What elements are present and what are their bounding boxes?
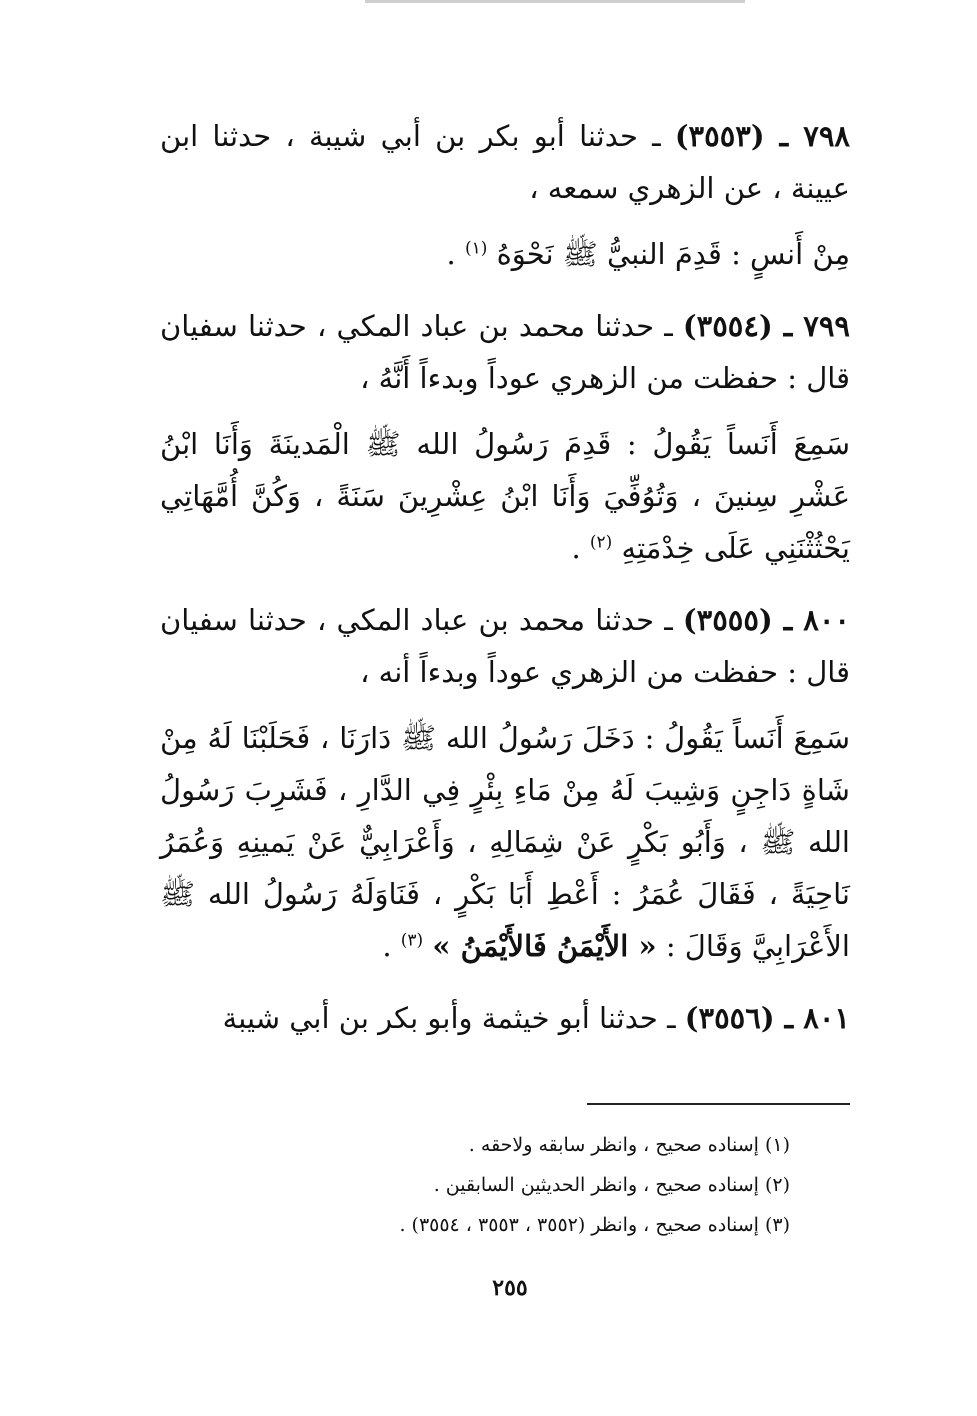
footnote-divider — [587, 1103, 850, 1105]
matn-end: . — [571, 531, 581, 565]
isnad — [160, 300, 850, 404]
page-body — [160, 110, 850, 1064]
footnote-1: (١) إسناده صحيح ، وانظر سابقه ولاحقه . — [468, 1134, 790, 1156]
matn-quote: « الأَيْمَنُ فَالأَيْمَنُ » — [432, 929, 657, 963]
footnote-ref[interactable]: (٣) — [400, 930, 424, 951]
hadith-entry-798 — [160, 110, 850, 280]
isnad — [160, 594, 850, 698]
matn — [160, 712, 850, 972]
hadith-number: ٧٩٨ ـ (٣٥٥٣) — [674, 119, 850, 153]
isnad-text: ـ حدثنا أبو بكر بن أبي شيبة ، حدثنا ابن عيينة ، عن الزهري سمعه ، — [160, 119, 850, 205]
matn-text: مِنْ أَنسٍ : قَدِمَ النبيُّ ﷺ نَحْوَهُ — [496, 237, 850, 271]
footnote-3: (٣) إسناده صحيح ، وانظر (٣٥٥٢ ، ٣٥٥٣ ، ٣٥٥٤) . — [399, 1214, 790, 1236]
footnote-ref[interactable]: (٢) — [589, 532, 613, 553]
footnote-ref[interactable]: (١) — [464, 238, 488, 259]
hadith-number: ٨٠١ ـ (٣٥٥٦) — [684, 1001, 850, 1035]
hadith-number: ٨٠٠ ـ (٣٥٥٥) — [682, 603, 851, 637]
isnad — [160, 110, 850, 214]
isnad — [160, 992, 850, 1044]
matn — [160, 418, 850, 574]
matn-text: سَمِعَ أَنَساً يَقُولُ : دَخَلَ رَسُولُ الله ﷺ دَارَنَا ، فَحَلَبْنَا لَهُ مِنْ شَاةٍ دَاجِنٍ وَشِيبَ لَهُ مِنْ مَاءِ بِئْرٍ فِي الدَّارِ ، فَشَرِبَ رَسُولُ الله ﷺ ، وَأَبُو بَكْرٍ عَنْ شِمَالِهِ ، وَأَعْرَابِيٌّ عَنْ يَمينِهِ وَعُمَرُ نَاحِيَةً ، فَقَالَ عُمَرُ : أَعْطِ أَبَا بَكْرٍ ، فَنَاوَلَهُ رَسُولُ الله ﷺ الأَعْرَابِيَّ وَقَالَ : — [160, 721, 850, 963]
matn-end: . — [446, 237, 456, 271]
isnad-text: ـ حدثنا محمد بن عباد المكي ، حدثنا سفيان قال : حفظت من الزهري عوداً وبدءاً أنه ، — [160, 603, 850, 689]
hadith-entry-800 — [160, 594, 850, 972]
matn-end: . — [382, 929, 392, 963]
isnad-text: ـ حدثنا أبو خيثمة وأبو بكر بن أبي شيبة — [222, 1001, 676, 1035]
isnad-text: ـ حدثنا محمد بن عباد المكي ، حدثنا سفيان قال : حفظت من الزهري عوداً وبدءاً أَنَّهُ ، — [160, 309, 850, 395]
footnote-2: (٢) إسناده صحيح ، وانظر الحديثين السابقين . — [433, 1174, 790, 1196]
footnotes — [250, 1125, 790, 1245]
matn — [160, 228, 850, 280]
matn-text: سَمِعَ أَنَساً يَقُولُ : قَدِمَ رَسُولُ الله ﷺ الْمَدينَةَ وَأَنَا ابْنُ عَشْرِ سِنينَ ، وَتُوُفِّيَ وَأَنَا ابْنُ عِشْرِينَ سَنَةً ، وَكُنَّ أُمَّهَاتِي يَحْثُثْنَنِي عَلَى خِدْمَتِهِ — [160, 427, 850, 565]
hadith-entry-799 — [160, 300, 850, 574]
hadith-entry-801 — [160, 992, 850, 1044]
page-number: ٢٥٥ — [492, 1275, 528, 1301]
hadith-number: ٧٩٩ ـ (٣٥٥٤) — [682, 309, 851, 343]
top-rule — [365, 0, 745, 3]
